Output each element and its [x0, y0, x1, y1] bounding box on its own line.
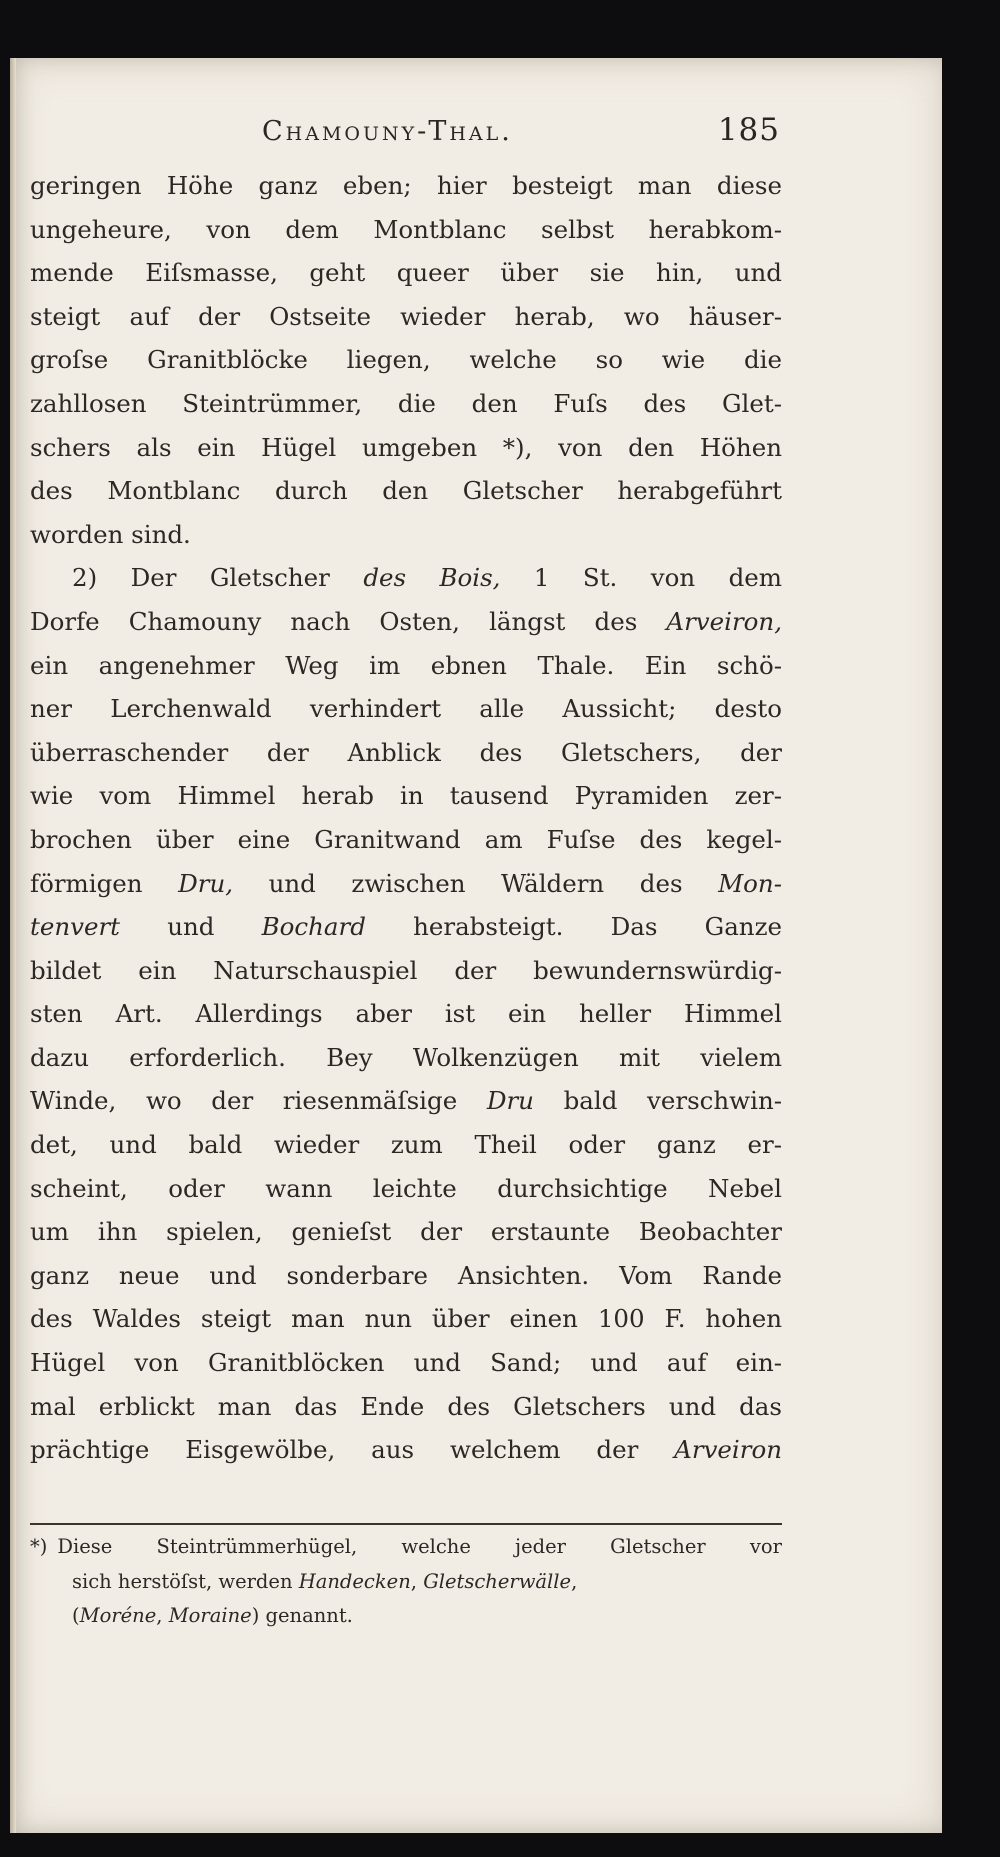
paragraph-2-line: [30, 1428, 782, 1472]
text-span: Diese Steintrümmerhügel, welche jeder Gletscher vor: [57, 1535, 782, 1558]
running-head-title: Chamouny-Thal.: [262, 116, 513, 147]
italic-place-name: des Bois,: [363, 563, 501, 593]
italic-place-name: Dru: [486, 1086, 534, 1116]
paragraph-2-line: det, und bald wieder zum Theil oder ganz er-: [30, 1130, 782, 1160]
text-span: herabsteigt. Das Ganze: [365, 912, 782, 942]
text-span: und zwischen Wäldern des: [233, 868, 719, 898]
text-span: förmigen: [30, 868, 179, 898]
paragraph-2-line: wie vom Himmel herab in tausend Pyramiden zer-: [30, 781, 782, 811]
running-head: [262, 112, 780, 152]
paragraph-2-line: [30, 862, 782, 906]
paragraph-2-line: [30, 905, 782, 949]
paragraph-2-line: des Waldes steigt man nun über einen 100 F. hohen: [30, 1304, 782, 1334]
footnote-marker: *): [30, 1535, 48, 1558]
text-span: 2) Der Gletscher: [72, 563, 364, 593]
paragraph-2-line: [30, 600, 782, 644]
text-span: (: [72, 1604, 80, 1627]
footnote: [30, 1530, 782, 1634]
italic-place-name: Mon-: [718, 868, 782, 898]
paragraph-2-line: sten Art. Allerdings aber ist ein heller Himmel: [30, 999, 782, 1029]
italic-place-name: tenvert: [30, 912, 121, 942]
page-number: 185: [717, 112, 780, 148]
text-span: Winde, wo der riesenmäſsige: [30, 1086, 487, 1116]
paragraph-2-line: ganz neue und sonderbare Ansichten. Vom Rande: [30, 1260, 782, 1290]
text-span: ,: [156, 1604, 169, 1627]
text-line: mende Eiſsmasse, geht queer über sie hin, und: [30, 258, 782, 288]
italic-place-name: Arveiron: [674, 1435, 782, 1465]
text-line: des Montblanc durch den Gletscher herabgeführt: [30, 476, 782, 506]
text-line: worden sind.: [30, 519, 191, 549]
footnote-line: [30, 1599, 782, 1634]
footnote-line: [30, 1565, 782, 1600]
footnote-line: [30, 1530, 782, 1565]
text-span: ) genannt.: [251, 1604, 353, 1627]
paragraph-2-line: überraschender der Anblick des Gletschers, der: [30, 737, 782, 767]
paragraph-2-line: brochen über eine Granitwand am Fuſse des kegel-: [30, 824, 782, 854]
text-line: ungeheure, von dem Montblanc selbst herabkom-: [30, 214, 782, 244]
text-line: zahllosen Steintrümmer, die den Fuſs des Glet-: [30, 388, 782, 418]
text-span: sich herstöſst, werden: [72, 1569, 299, 1593]
paragraph-2-line: [30, 1079, 782, 1123]
italic-place-name: Dru,: [178, 868, 234, 898]
text-span: prächtige Eisgewölbe, aus welchem der: [30, 1435, 675, 1465]
paragraph-2-line: ein angenehmer Weg im ebnen Thale. Ein schö-: [30, 650, 782, 680]
text-line: geringen Höhe ganz eben; hier besteigt man diese: [30, 171, 782, 200]
paragraph-2-line: bildet ein Naturschauspiel der bewundernswürdig-: [30, 955, 782, 985]
italic-term: Handecken: [298, 1569, 411, 1593]
italic-term: Moraine: [168, 1604, 252, 1627]
paragraph-2-line: um ihn spielen, genieſst der erstaunte Beobachter: [30, 1217, 782, 1247]
text-span: bald verschwin-: [533, 1086, 782, 1116]
text-span: 1 St. von dem: [500, 563, 782, 593]
text-line: groſse Granitblöcke liegen, welche so wie die: [30, 345, 782, 375]
text-span: ,: [571, 1569, 578, 1593]
text-span: ,: [410, 1569, 424, 1593]
text-line: schers als ein Hügel umgeben *), von den Höhen: [30, 432, 782, 462]
paragraph-2-line: ner Lerchenwald verhindert alle Aussicht; desto: [30, 694, 782, 724]
paragraph-2-line: [30, 556, 782, 600]
italic-place-name: Arveiron,: [666, 606, 782, 636]
paragraph-2-line: scheint, oder wann leichte durchsichtige Nebel: [30, 1173, 782, 1203]
text-line: steigt auf der Ostseite wieder herab, wo häuser-: [30, 301, 782, 331]
italic-place-name: Bochard: [261, 912, 366, 942]
body-text: [30, 164, 782, 1472]
paragraph-2-line: dazu erforderlich. Bey Wolkenzügen mit vielem: [30, 1042, 782, 1072]
italic-term: Gletscherwälle: [423, 1569, 572, 1593]
paragraph-2-line: mal erblickt man das Ende des Gletschers und das: [30, 1391, 782, 1421]
text-span: Dorfe Chamouny nach Osten, längst des: [30, 606, 667, 636]
text-span: und: [120, 912, 262, 942]
paragraph-2-line: Hügel von Granitblöcken und Sand; und auf ein-: [30, 1348, 782, 1378]
italic-term: Moréne: [79, 1604, 157, 1627]
footnote-rule: [30, 1523, 782, 1525]
